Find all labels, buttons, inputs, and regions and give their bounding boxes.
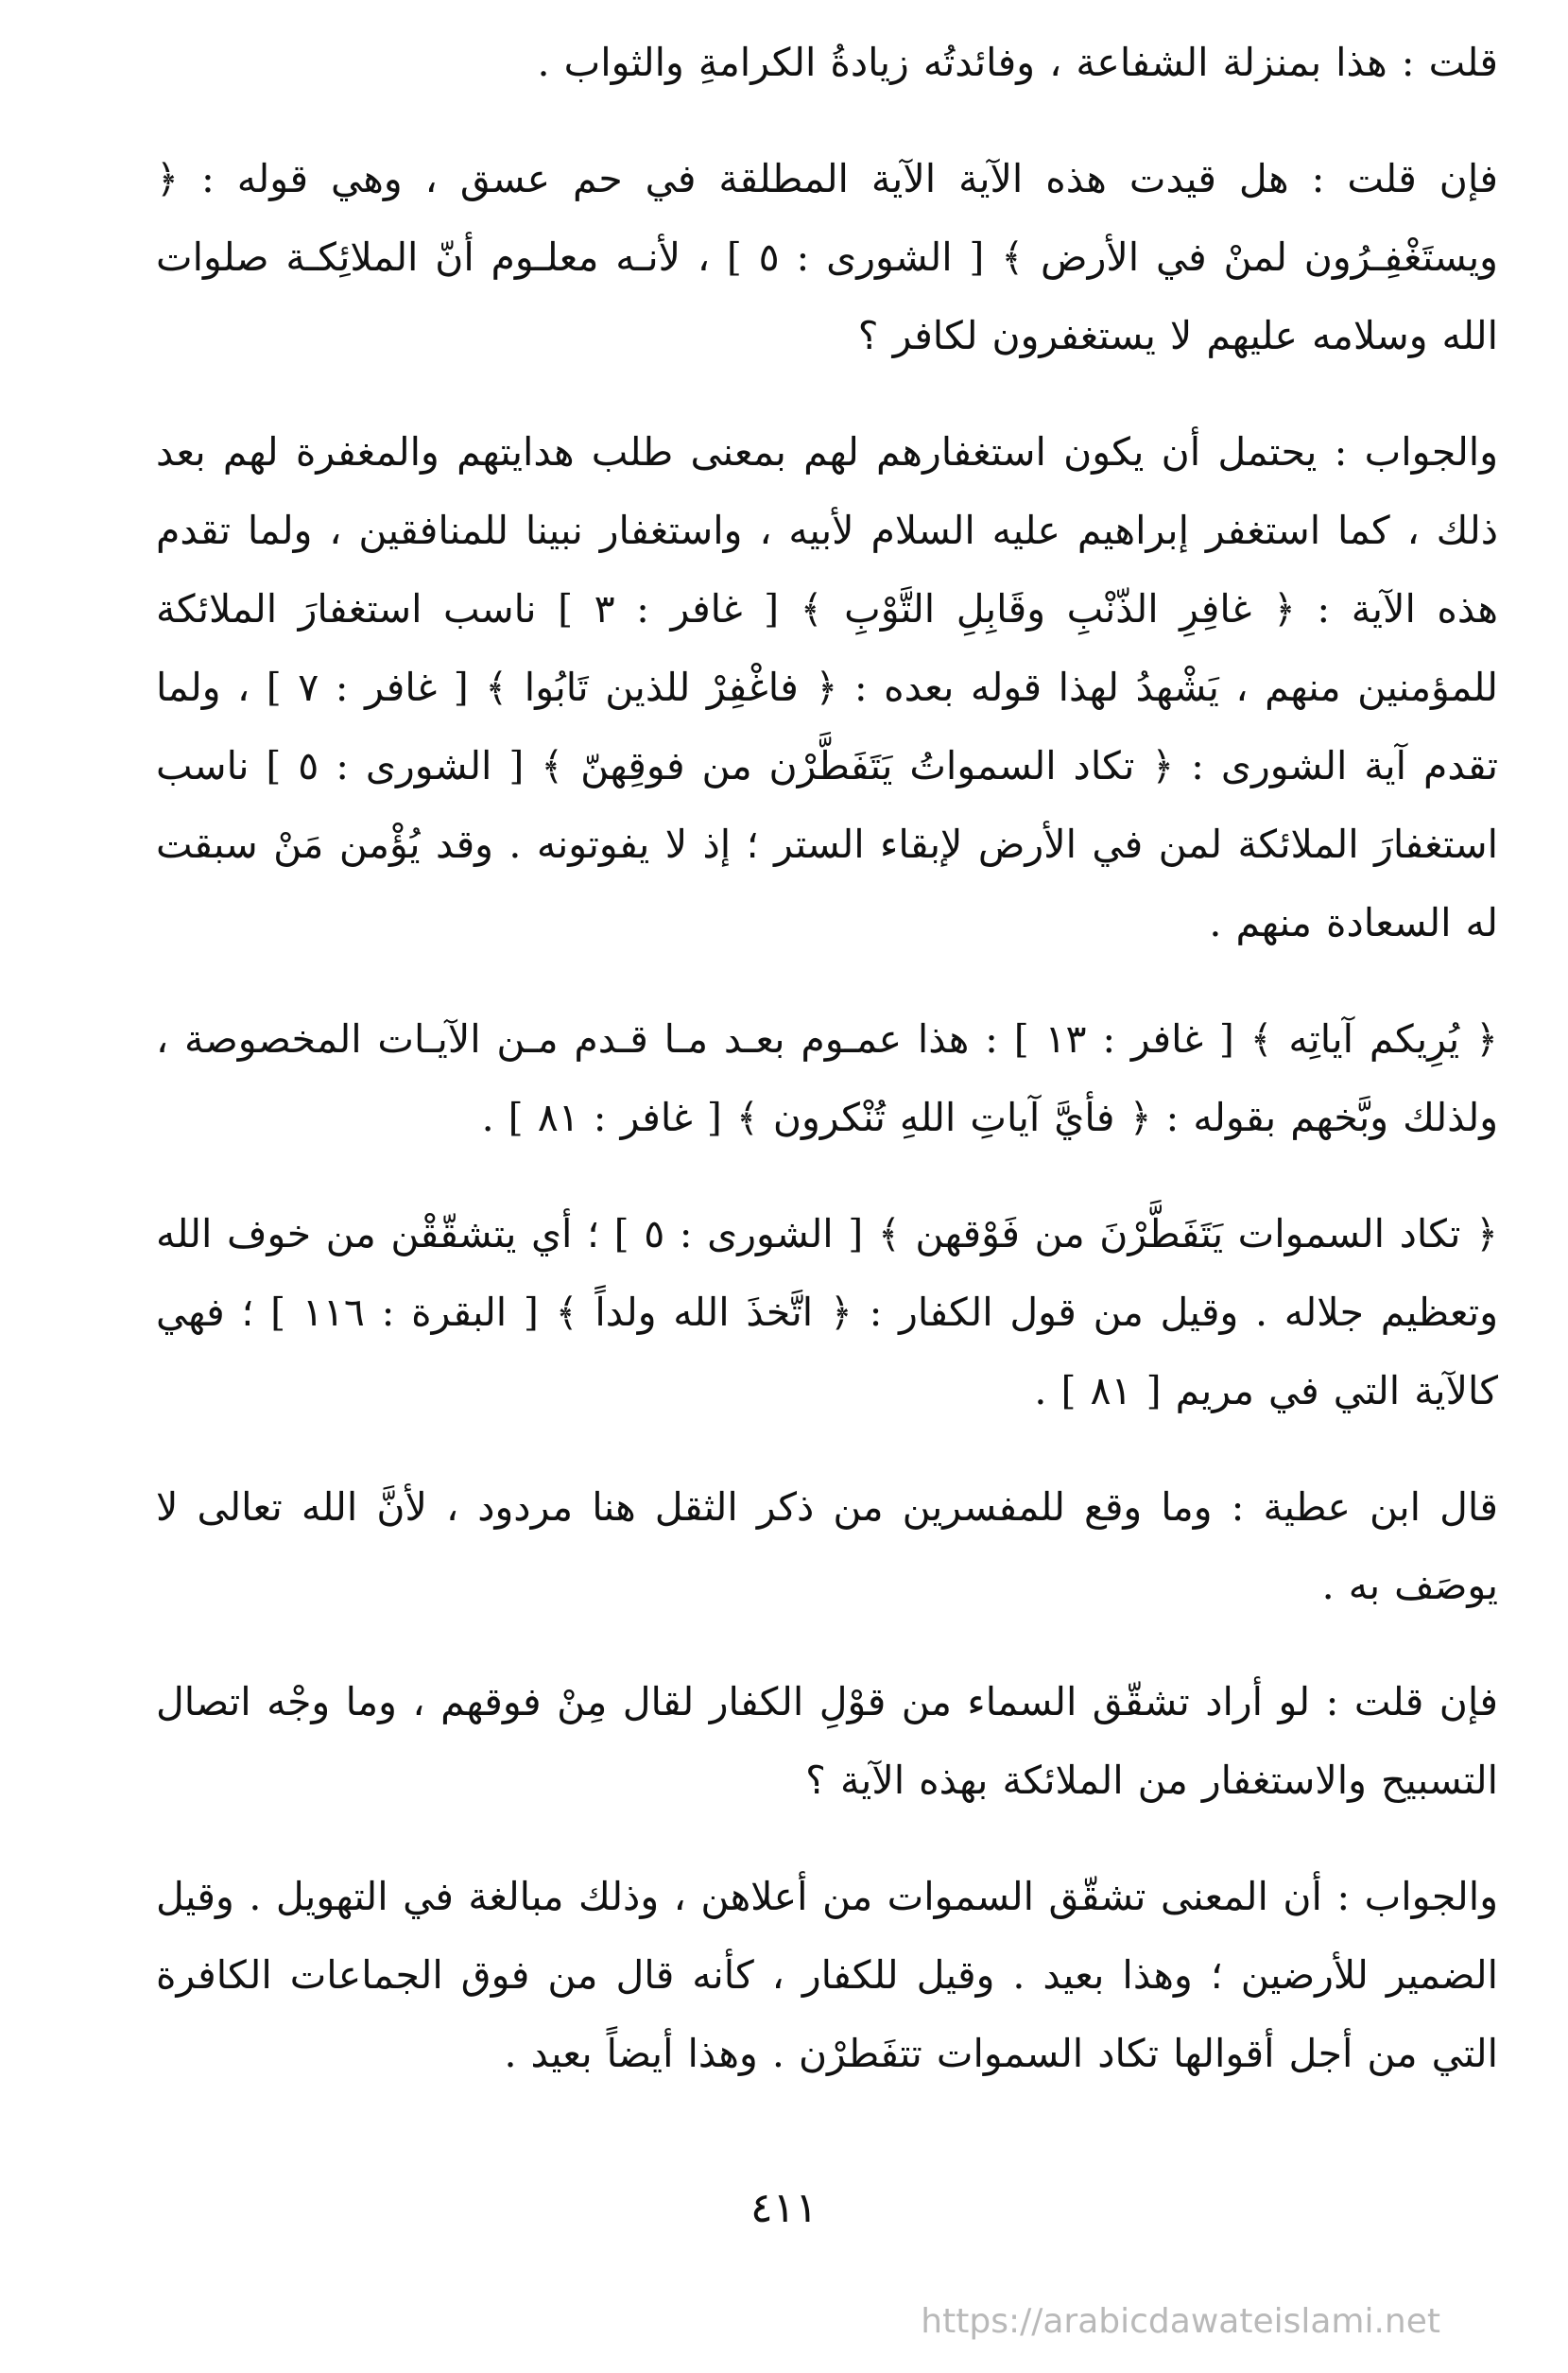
- page-number: ٤١١: [750, 2184, 818, 2232]
- paragraph: ﴿ يُرِيكم آياتِه ﴾ [ غافر : ١٣ ] : هذا عمـوم بعـد مـا قـدم مـن الآيـات المخصوصة ، ولذلك وبَّخهم بقوله : ﴿ فأيَّ آياتِ اللهِ تُنْكرون ﴾ [ غافر : ٨١ ] .: [156, 1016, 1498, 1140]
- page-body: [156, 24, 1498, 2131]
- paragraph: قال ابن عطية : وما وقع للمفسرين من ذكر الثقل هنا مردود ، لأنَّ الله تعالى لا يوصَف به .: [156, 1484, 1498, 1608]
- paragraph: والجواب : يحتمل أن يكون استغفارهم لهم بمعنى طلب هدايتهم والمغفرة لهم بعد ذلك ، كما استغفر إبراهيم عليه السلام لأبيه ، واستغفار نبينا للمنافقين ، ولما تقدم هذه الآية : ﴿ غافِرِ الذّنْبِ وقَابِلِ التَّوْبِ ﴾ [ غافر : ٣ ] ناسب استغفارَ الملائكة للمؤمنين منهم ، يَشْهدُ لهذا قوله بعده : ﴿ فاغْفِرْ للذين تَابُوا ﴾ [ غافر : ٧ ] ، ولما تقدم آية الشورى : ﴿ تكاد السمواتُ يَتَفَطَّرْن من فوقِهنّ ﴾ [ الشورى : ٥ ] ناسب استغفارَ الملائكة لمن في الأرض لإبقاء الستر ؛ إذ لا يفوتونه . وقد يُؤْمن مَنْ سبقت له السعادة منهم .: [156, 429, 1499, 945]
- paragraph: والجواب : أن المعنى تشقّق السموات من أعلاهن ، وذلك مبالغة في التهويل . وقيل الضمير للأرضين ؛ وهذا بعيد . وقيل للكفار ، كأنه قال من فوق الجماعات الكافرة التي من أجل أقوالها تكاد السموات تتفَطرْن . وهذا أيضاً بعيد .: [156, 1874, 1498, 2076]
- watermark-url: https://arabicdawateislami.net: [921, 2302, 1440, 2341]
- paragraph: فإن قلت : هل قيدت هذه الآية الآية المطلقة في حم عسق ، وهي قوله : ﴿ ويستَغْفِـرُون لمنْ في الأرض ﴾ [ الشورى : ٥ ] ، لأنـه معلـوم أنّ الملائِكـة صلوات الله وسلامه عليهم لا يستغفرون لكافر ؟: [156, 156, 1498, 358]
- paragraph: قلت : هذا بمنزلة الشفاعة ، وفائدتُه زيادةُ الكرامةِ والثواب .: [537, 40, 1498, 85]
- paragraph: فإن قلت : لو أراد تشقّق السماء من قوْلِ الكفار لقال مِنْ فوقهم ، وما وجْه اتصال التسبيح والاستغفار من الملائكة بهذه الآية ؟: [156, 1679, 1498, 1803]
- paragraph: ﴿ تكاد السموات يَتَفَطَّرْنَ من فَوْقهن ﴾ [ الشورى : ٥ ] ؛ أي يتشقّقْن من خوف الله وتعظيم جلاله . وقيل من قول الكفار : ﴿ اتَّخذَ الله ولداً ﴾ [ البقرة : ١١٦ ] ؛ فهي كالآية التي في مريم [ ٨١ ] .: [156, 1211, 1498, 1413]
